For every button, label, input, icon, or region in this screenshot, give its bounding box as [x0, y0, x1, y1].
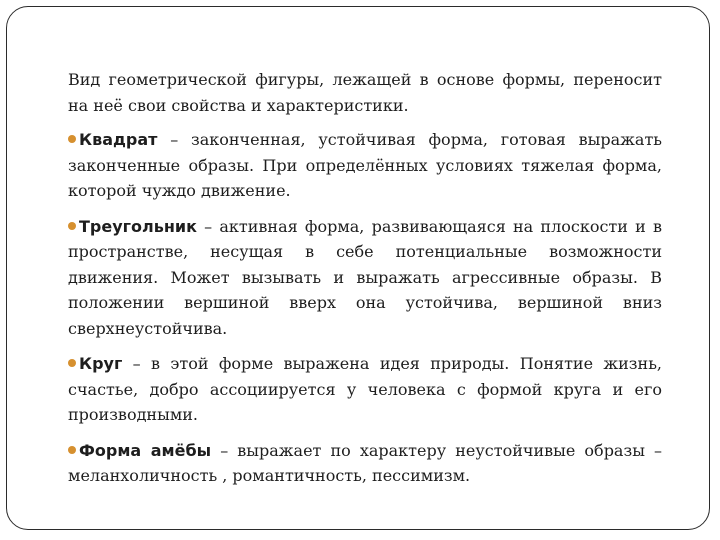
intro-paragraph: Вид геометрической фигуры, лежащей в основе формы, переносит на неё свои свойства и характеристики.: [68, 70, 662, 115]
bullet-term: Треугольник: [79, 216, 197, 236]
bullet-text: – выражает по характеру неустойчивые образы – меланхоличность , романтичность, пессимизм.: [68, 440, 663, 485]
bullet-item-triangle: [68, 214, 662, 342]
bullet-text: – законченная, устойчивая форма, готовая выражать законченные образы. При определённых условиях тяжелая форма, которой чуждо движение.: [68, 130, 662, 200]
bullet-term: Круг: [79, 354, 123, 373]
slide-content: [68, 67, 662, 499]
bullet-item-amoeba: [68, 438, 662, 489]
bullet-text: – в этой форме выражена идея природы. Понятие жизнь, счастье, добро ассоциируется у человека с формой круга и его производными.: [68, 354, 662, 424]
bullet-text: – активная форма, развивающаяся на плоскости и в пространстве, несущая в себе потенциальные возможности движения. Может вызывать и выражать агрессивные образы. В положении вершиной вверх она устойчива, вершиной вниз сверхнеустойчива.: [68, 216, 662, 338]
bullet-dot-icon: [68, 222, 76, 230]
bullet-dot-icon: [68, 446, 76, 454]
bullet-term: Квадрат: [79, 130, 158, 149]
slide-frame: [6, 6, 710, 530]
bullet-item-circle: [68, 351, 662, 428]
bullet-item-square: [68, 127, 662, 204]
bullet-dot-icon: [68, 359, 76, 367]
bullet-dot-icon: [68, 135, 76, 143]
bullet-term: Форма амёбы: [79, 440, 212, 460]
